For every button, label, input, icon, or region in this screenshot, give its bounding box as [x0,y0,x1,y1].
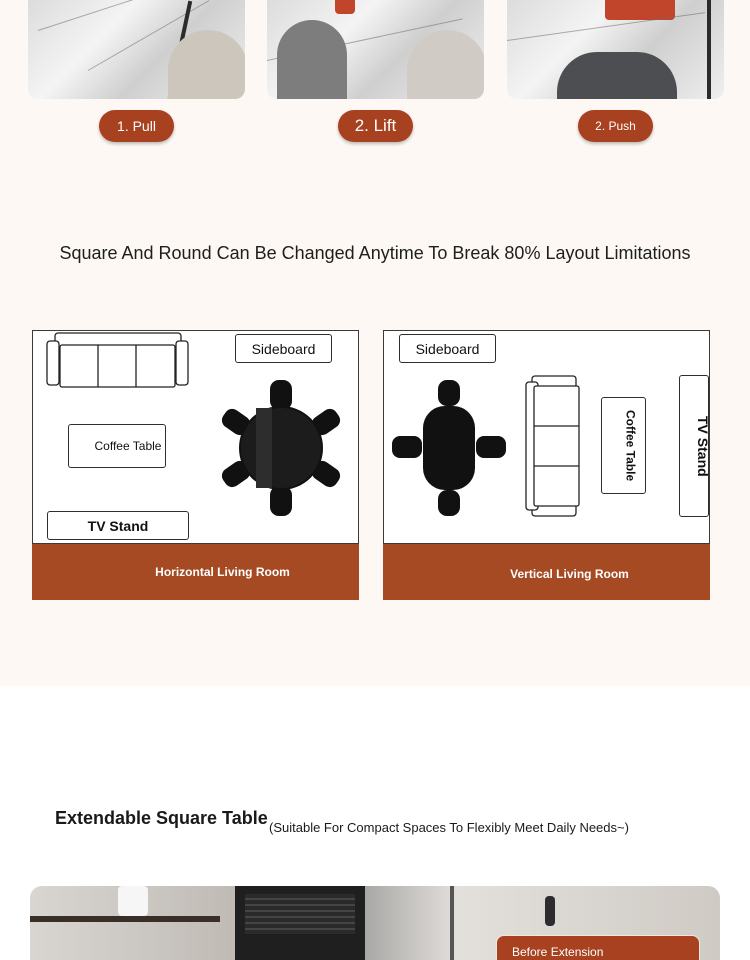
headline: Square And Round Can Be Changed Anytime To Break 80% Layout Limitations [59,243,691,263]
horizontal-caption-text: Horizontal Living Room [155,565,290,579]
horizontal-layout-caption [32,544,359,600]
tv-stand-label-vertical [679,375,709,517]
sideboard-label-vertical [399,334,496,363]
coffee-table-label-vertical [601,397,646,494]
vertical-layout-caption [383,544,710,600]
extendable-table-title: Extendable Square Table [55,808,268,828]
tv-stand-label [47,511,189,540]
sofa-icon [45,331,195,391]
coffee-table-text-vertical: Coffee Table [623,409,638,482]
vertical-caption-text: Vertical Living Room [510,567,629,581]
before-extension-tag: Before Extension [496,935,700,960]
horizontal-layout-diagram [32,330,359,544]
round-dining-table-icon [218,378,348,518]
sideboard-text-vertical: Sideboard [415,340,480,357]
sideboard-label [235,334,332,363]
step-pill-pull: 1. Pull [99,110,174,142]
sofa-icon-vertical [524,374,584,519]
coffee-table-text: Coffee Table [94,439,162,453]
tv-stand-text: TV Stand [87,517,149,534]
step-pill-lift: 2. Lift [338,110,413,142]
extendable-table-subtitle: (Suitable For Compact Spaces To Flexibly Meet Daily Needs~) [269,820,629,835]
coffee-table-label [68,424,166,468]
step-photo-lift [267,0,484,99]
oval-dining-table-icon [389,378,509,518]
vertical-layout-diagram [383,330,710,544]
sideboard-text: Sideboard [251,340,316,357]
step-photo-push [507,0,724,99]
tv-stand-text-vertical: TV Stand [695,415,711,477]
step-pill-push: 2. Push [578,110,653,142]
step-photo-pull [28,0,245,99]
